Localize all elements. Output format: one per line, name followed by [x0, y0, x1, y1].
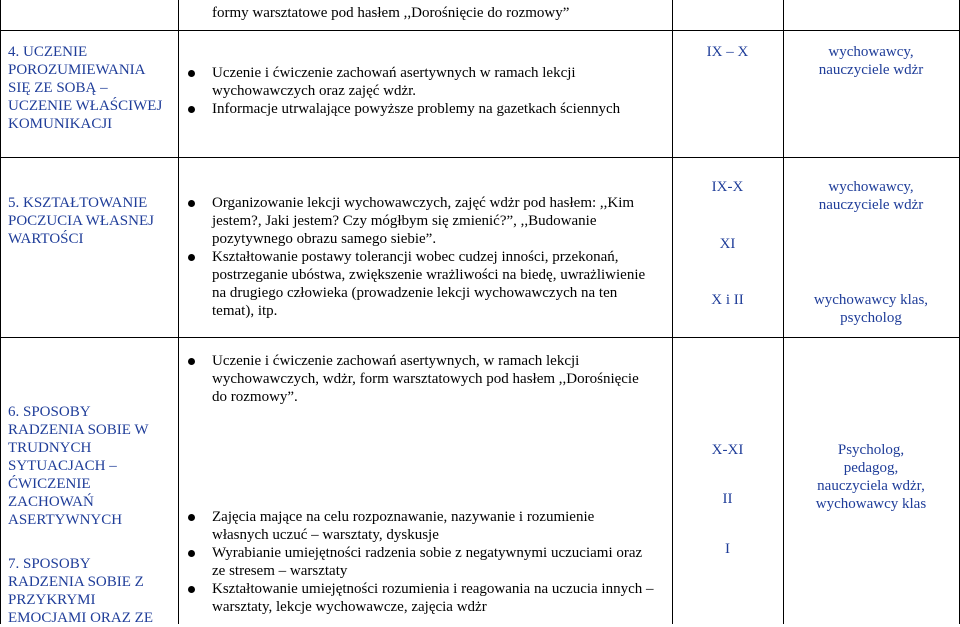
row-7-activities: [184, 508, 654, 616]
list-item: Wyrabianie umiejętności radzenia sobie z negatywnymi uczuciami oraz ze stresem – warsztaty: [184, 544, 654, 580]
row-5-term-3: X i II: [711, 292, 744, 308]
table-divider-1: [178, 0, 179, 624]
table-divider-3: [783, 0, 784, 624]
area-6-line: ĆWICZENIE: [8, 476, 91, 492]
list-item: Uczenie i ćwiczenie zachowań asertywnych w ramach lekcji wychowawczych oraz zajęć wdżr.: [184, 64, 654, 100]
row-6-activities-top: [184, 352, 654, 406]
area-5-line: 5. KSZTAŁTOWANIE: [8, 195, 148, 211]
table-border-left: [0, 0, 1, 624]
list-item: Kształtowanie postawy tolerancji wobec cudzej inności, przekonań, postrzeganie ubóstwa, zwiększenie wrażliwości na biedę, uwrażliwienie na drugiego człowieka (prowadzenie lekcji wychowawczych na ten temat), itp.: [184, 248, 654, 320]
row-4-term: IX – X: [706, 44, 749, 60]
area-7-line: EMOCJAMI ORAZ ZE: [8, 610, 153, 626]
row-5-responsible-1: wychowawcy, nauczyciele wdżr: [818, 179, 924, 213]
area-4-line: POROZUMIEWANIA: [8, 62, 146, 78]
row-5-responsible-2: wychowawcy klas, psycholog: [813, 292, 929, 326]
area-4-line: SIĘ ZE SOBĄ –: [8, 80, 108, 96]
area-5-line: WARTOŚCI: [8, 231, 84, 247]
area-4-line: UCZENIE WŁAŚCIWEJ: [8, 98, 163, 114]
area-6-line: ZACHOWAŃ: [8, 494, 94, 510]
area-5-title: [8, 194, 176, 248]
row-6-responsible: [783, 441, 959, 513]
area-7-title: [8, 555, 176, 627]
area-4-line: KOMUNIKACJI: [8, 116, 113, 132]
responsible-line: pedagog,: [843, 460, 899, 476]
list-item: Organizowanie lekcji wychowawczych, zajęć wdżr pod hasłem: ,,Kim jestem?, Jaki jestem? Czy mógłbym się zmienić?”, ,,Budowanie pozytywnego obrazu samego siebie”.: [184, 194, 654, 248]
area-7-line: RADZENIA SOBIE Z: [8, 574, 144, 590]
row-5-term-2: XI: [719, 236, 736, 252]
area-6-line: TRUDNYCH: [8, 440, 92, 456]
area-4-title: [8, 43, 176, 133]
table-divider-2: [672, 0, 673, 624]
list-item: Kształtowanie umiejętności rozumienia i reagowania na uczucia innych – warsztaty, lekcje wychowawcze, zajęcia wdżr: [184, 580, 654, 616]
area-6-line: SYTUACJACH –: [8, 458, 117, 474]
area-6-line: RADZENIA SOBIE W: [8, 422, 149, 438]
row-divider-top: [0, 30, 960, 31]
responsible-line: nauczyciela wdżr,: [817, 478, 925, 494]
area-7-line: 7. SPOSOBY: [8, 556, 91, 572]
area-5-line: POCZUCIA WŁASNEJ: [8, 213, 154, 229]
area-4-line: 4. UCZENIE: [8, 44, 88, 60]
area-6-line: ASERTYWNYCH: [8, 512, 123, 528]
responsible-line: wychowawcy klas: [815, 496, 927, 512]
area-7-line: PRZYKRYMI: [8, 592, 96, 608]
row-5-activities: [184, 194, 654, 320]
list-item: Zajęcia mające na celu rozpoznawanie, nazywanie i rozumienie własnych uczuć – warsztaty, dyskusje: [184, 508, 654, 544]
row-4-responsible: wychowawcy, nauczyciele wdżr: [818, 44, 924, 78]
responsible-line: Psycholog,: [837, 442, 905, 458]
row-6-term-2: II: [722, 491, 733, 507]
row-6-term-1: X-XI: [711, 442, 744, 458]
list-item: Informacje utrwalające powyższe problemy na gazetkach ściennych: [184, 100, 654, 118]
row-divider-5-6: [0, 337, 960, 338]
list-item: Uczenie i ćwiczenie zachowań asertywnych, w ramach lekcji wychowawczych, wdżr, form warsztatowych pod hasłem ,,Dorośnięcie do rozmowy”.: [184, 352, 654, 406]
row-4-activities: [184, 64, 654, 118]
row-6-term-3: I: [725, 541, 730, 557]
row-5-term-1: IX-X: [711, 179, 744, 195]
continuation-text: formy warsztatowe pod hasłem ,,Dorośnięcie do rozmowy”: [212, 5, 570, 21]
area-6-line: 6. SPOSOBY: [8, 404, 91, 420]
area-6-title: [8, 403, 176, 529]
row-divider-4-5: [0, 157, 960, 158]
